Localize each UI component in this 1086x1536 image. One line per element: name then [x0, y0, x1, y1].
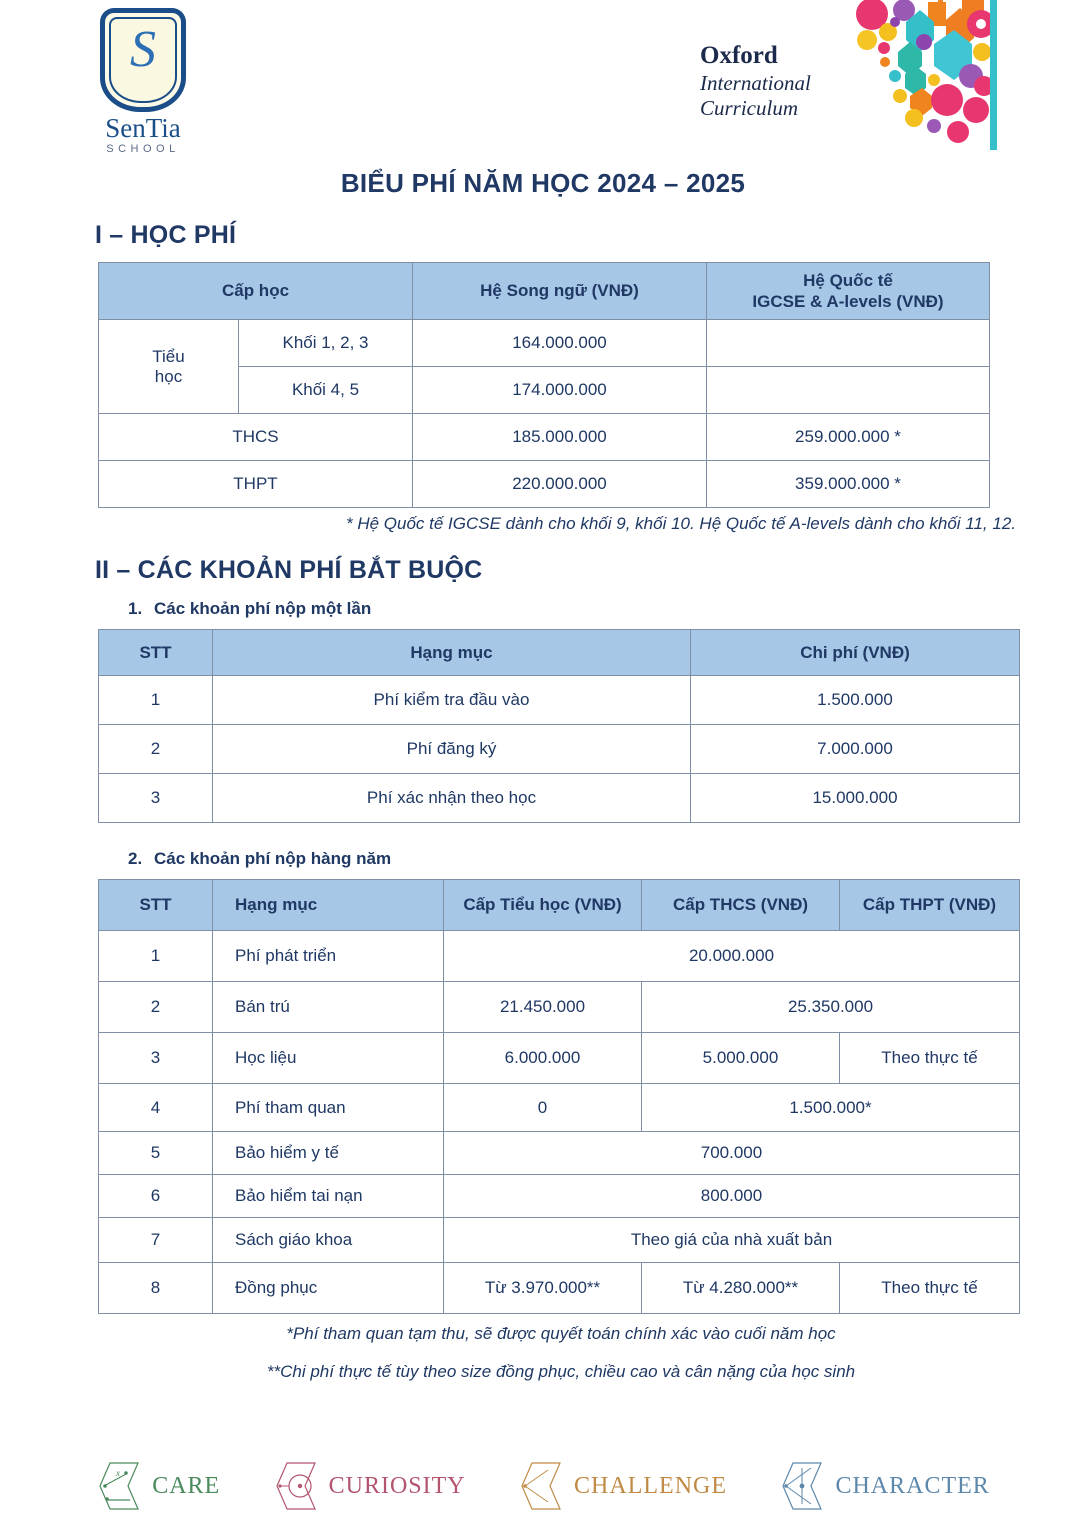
header-hang-muc: Hạng mục [213, 880, 444, 931]
cell-thcs: 5.000.000 [642, 1033, 840, 1084]
cell-item: Phí kiểm tra đầu vào [213, 676, 691, 725]
cell-bilingual-2: 174.000.000 [413, 367, 707, 414]
table-row [99, 320, 990, 367]
table-row [99, 1033, 1020, 1084]
cell-stt: 1 [99, 676, 213, 725]
table-header-row [99, 263, 990, 320]
cell-stt: 2 [99, 725, 213, 774]
page-header [0, 0, 1086, 160]
cell-value-all: 800.000 [444, 1175, 1020, 1218]
table-row [99, 725, 1020, 774]
cell-cost: 7.000.000 [691, 725, 1020, 774]
cell-stt: 6 [99, 1175, 213, 1218]
cell-primary: 0 [444, 1084, 642, 1132]
cell-value-all: Theo giá của nhà xuất bản [444, 1218, 1020, 1263]
cell-stt: 5 [99, 1132, 213, 1175]
table-row [99, 461, 990, 508]
header-cap-hoc: Cấp học [99, 263, 413, 320]
school-name: SenTia [105, 113, 181, 143]
cell-item: Phí phát triển [213, 931, 444, 982]
curiosity-icon [273, 1460, 319, 1512]
subsection-1-number: 1. [128, 599, 143, 618]
cell-international-1 [707, 320, 990, 367]
section-2-heading: II – CÁC KHOẢN PHÍ BẮT BUỘC [95, 556, 483, 584]
section-1-footnote: * Hệ Quốc tế IGCSE dành cho khối 9, khối 10. Hệ Quốc tế A-levels dành cho khối 11, 12. [346, 514, 1016, 533]
header-he-song-ngu: Hệ Song ngữ (VNĐ) [413, 263, 707, 320]
cell-international-thcs: 259.000.000 * [707, 414, 990, 461]
value-curiosity [273, 1460, 466, 1512]
cell-international-2 [707, 367, 990, 414]
value-challenge-label: CHALLENGE [574, 1472, 728, 1499]
header-he-quoc-te-line2: IGCSE & A-levels (VNĐ) [752, 292, 944, 311]
international-word: International [700, 70, 811, 95]
cell-primary: Từ 3.970.000** [444, 1263, 642, 1314]
cell-stt: 3 [99, 1033, 213, 1084]
core-values-footer [0, 1460, 1086, 1512]
oxford-logo-text [700, 42, 850, 121]
cell-item: Phí đăng ký [213, 725, 691, 774]
value-care-label: CARE [152, 1472, 221, 1499]
subsection-2-label: Các khoản phí nộp hàng năm [154, 849, 392, 868]
character-icon [779, 1460, 825, 1512]
challenge-icon [518, 1460, 564, 1512]
cell-stt: 7 [99, 1218, 213, 1263]
sentia-logo [88, 8, 198, 155]
value-curiosity-label: CURIOSITY [328, 1472, 466, 1499]
cell-value-all: 20.000.000 [444, 931, 1020, 982]
table-header-row [99, 630, 1020, 676]
table-row [99, 1263, 1020, 1314]
subsection-1-heading [128, 599, 1086, 619]
table-row [99, 414, 990, 461]
cell-primary: 6.000.000 [444, 1033, 642, 1084]
header-cap-thcs: Cấp THCS (VNĐ) [642, 880, 840, 931]
oxford-dots-graphic [850, 0, 1000, 150]
cell-thcs: Từ 4.280.000** [642, 1263, 840, 1314]
sentia-crest-icon [100, 8, 186, 112]
annual-fee-table [98, 879, 1020, 1314]
annual-footnote-1: *Phí tham quan tạm thu, sẽ được quyết toán chính xác vào cuối năm học [286, 1324, 836, 1343]
tuition-fee-table [98, 262, 990, 508]
cell-thcs-label: THCS [99, 414, 413, 461]
cell-item: Đồng phục [213, 1263, 444, 1314]
value-character [779, 1460, 989, 1512]
header-hang-muc: Hạng mục [213, 630, 691, 676]
table-row [99, 982, 1020, 1033]
document-title: BIỂU PHÍ NĂM HỌC 2024 – 2025 [340, 168, 746, 198]
table-row [99, 931, 1020, 982]
table-row [99, 1084, 1020, 1132]
crest-monogram: S [130, 21, 156, 78]
header-stt: STT [99, 630, 213, 676]
header-he-quoc-te [707, 263, 990, 320]
header-stt: STT [99, 880, 213, 931]
cell-stt: 3 [99, 774, 213, 823]
cell-bilingual-thpt: 220.000.000 [413, 461, 707, 508]
header-cap-thpt: Cấp THPT (VNĐ) [840, 880, 1020, 931]
cell-stt: 8 [99, 1263, 213, 1314]
cell-thpt: Theo thực tế [840, 1033, 1020, 1084]
cell-tieu-hoc-group [99, 320, 239, 414]
table-row [99, 1132, 1020, 1175]
care-icon [96, 1460, 142, 1512]
value-character-label: CHARACTER [835, 1472, 990, 1499]
cell-item: Bảo hiểm tai nạn [213, 1175, 444, 1218]
one-time-fee-table [98, 629, 1020, 823]
cell-secondary-merged: 25.350.000 [642, 982, 1020, 1033]
group-label-line1: Tiểu [152, 346, 185, 366]
cell-bilingual-1: 164.000.000 [413, 320, 707, 367]
school-subtitle: SCHOOL [106, 143, 180, 156]
value-challenge [518, 1460, 727, 1512]
cell-khoi-123: Khối 1, 2, 3 [239, 320, 413, 367]
table-row [99, 774, 1020, 823]
cell-item: Phí tham quan [213, 1084, 444, 1132]
cell-thpt-label: THPT [99, 461, 413, 508]
cell-bilingual-thcs: 185.000.000 [413, 414, 707, 461]
section-1-heading: I – HỌC PHÍ [95, 221, 237, 249]
cell-khoi-45: Khối 4, 5 [239, 367, 413, 414]
cell-stt: 4 [99, 1084, 213, 1132]
cell-secondary-merged: 1.500.000* [642, 1084, 1020, 1132]
table-header-row [99, 880, 1020, 931]
cell-item: Học liệu [213, 1033, 444, 1084]
cell-cost: 15.000.000 [691, 774, 1020, 823]
table-row [99, 1218, 1020, 1263]
svg-text:x: x [116, 1468, 121, 1478]
cell-stt: 1 [99, 931, 213, 982]
cell-primary: 21.450.000 [444, 982, 642, 1033]
oxford-word: Oxford [700, 42, 778, 69]
cell-item: Sách giáo khoa [213, 1218, 444, 1263]
cell-item: Bán trú [213, 982, 444, 1033]
annual-footnote-2: **Chi phí thực tế tùy theo size đồng phục, chiều cao và cân nặng của học sinh [266, 1362, 856, 1381]
cell-item: Phí xác nhận theo học [213, 774, 691, 823]
cell-stt: 2 [99, 982, 213, 1033]
header-chi-phi: Chi phí (VNĐ) [691, 630, 1020, 676]
subsection-2-number: 2. [128, 849, 143, 868]
table-row [99, 1175, 1020, 1218]
cell-cost: 1.500.000 [691, 676, 1020, 725]
group-label-line2: học [154, 366, 183, 386]
subsection-1-label: Các khoản phí nộp một lần [154, 599, 372, 618]
cell-value-all: 700.000 [444, 1132, 1020, 1175]
cell-international-thpt: 359.000.000 * [707, 461, 990, 508]
curriculum-word: Curriculum [700, 95, 799, 120]
oxford-international-curriculum-logo [690, 0, 1000, 150]
subsection-2-heading [128, 849, 1086, 869]
header-he-quoc-te-line1: Hệ Quốc tế [803, 270, 893, 290]
value-care [96, 1460, 220, 1512]
cell-item: Bảo hiểm y tế [213, 1132, 444, 1175]
header-cap-tieu-hoc: Cấp Tiểu học (VNĐ) [444, 880, 642, 931]
cell-thpt: Theo thực tế [840, 1263, 1020, 1314]
table-row [99, 676, 1020, 725]
